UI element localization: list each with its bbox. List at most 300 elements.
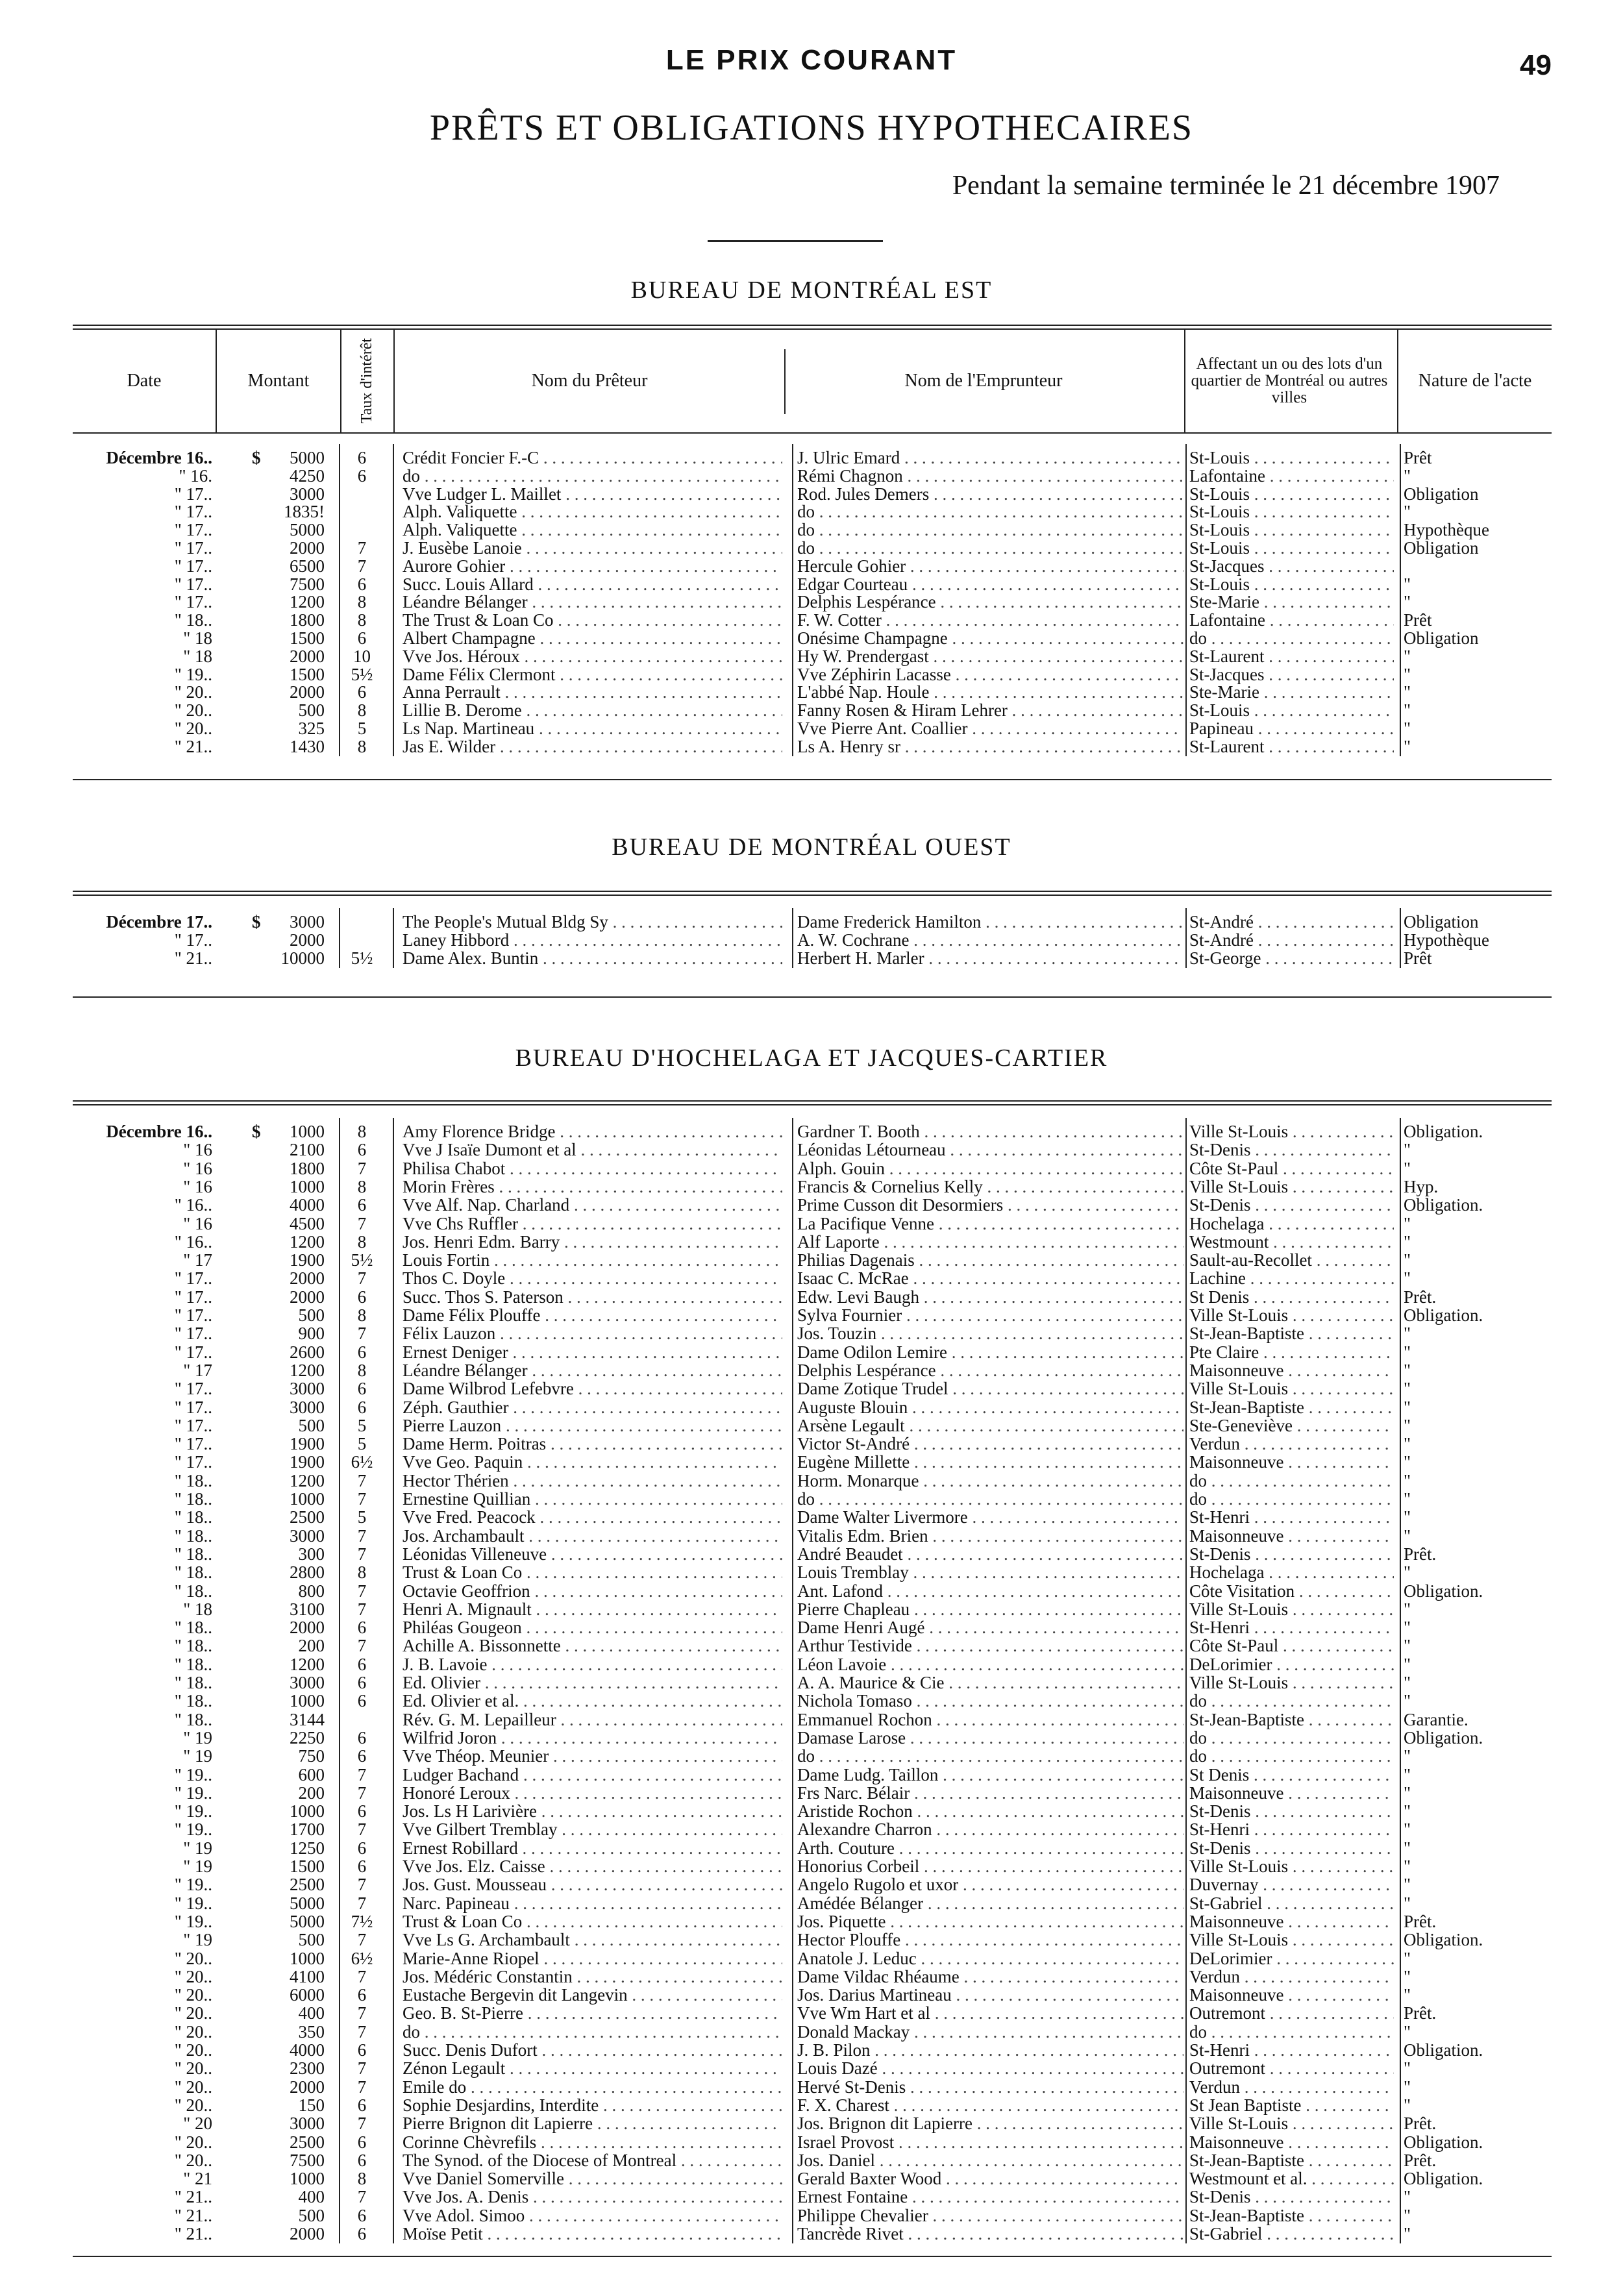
deed-nature-cell: " (1404, 465, 1411, 486)
deed-nature-cell: " (1404, 1562, 1411, 1583)
date-cell: " 18.. (174, 1544, 212, 1564)
lender-name-cell: Henri A. Mignault . . . (403, 1599, 782, 1620)
rate-cell: 7 (357, 1820, 367, 1840)
rate-cell: 8 (357, 1122, 367, 1141)
table-row (0, 1728, 1623, 1746)
amount-cell: 400 (298, 2187, 325, 2207)
section-end-rule (73, 779, 1552, 780)
amount-cell: 3000 (290, 484, 325, 504)
date-cell: " 18.. (174, 1581, 212, 1601)
date-cell: " 17 (183, 1250, 212, 1270)
borrower-name-cell: Prime Cusson dit Desormiers . . . (797, 1195, 1183, 1215)
deed-nature-cell: " (1404, 1140, 1411, 1160)
rate-cell: 7 (357, 1599, 367, 1619)
rate-cell: 6½ (351, 1948, 373, 1968)
deed-nature-cell: Obligation. (1404, 1122, 1483, 1141)
date-cell: " 17.. (174, 1415, 212, 1435)
table-row (0, 1765, 1623, 1783)
table-row (0, 2095, 1623, 2114)
borrower-name-cell: do . . . (797, 502, 1183, 522)
table-row (0, 1305, 1623, 1324)
date-cell: Décembre 16.. (106, 1122, 212, 1141)
borrower-name-cell: A. W. Cochrane . . . (797, 930, 1183, 950)
deed-nature-cell: " (1404, 2224, 1411, 2243)
table-row (0, 1857, 1623, 1875)
amount-cell: 500 (298, 1415, 325, 1435)
section-top-rule (73, 1100, 1552, 1105)
rate-cell: 7 (357, 1470, 367, 1490)
amount-cell: 1500 (290, 628, 325, 648)
amount-cell: 1000 (290, 1489, 325, 1509)
borrower-name-cell: Edgar Courteau . . . (797, 574, 1183, 595)
lender-name-cell: Succ. Thos S. Paterson . . . (403, 1287, 782, 1307)
amount-cell: 500 (298, 1305, 325, 1325)
table-row (0, 484, 1623, 502)
borrower-name-cell: Arsène Legault . . . (797, 1416, 1183, 1436)
table-row (0, 1562, 1623, 1581)
amount-cell: 600 (298, 1764, 325, 1784)
table-row (0, 1783, 1623, 1801)
date-cell: " 18.. (174, 1525, 212, 1546)
amount-cell: 2000 (290, 2224, 325, 2243)
amount-cell: 1800 (290, 1158, 325, 1178)
date-cell: " 17.. (174, 1379, 212, 1399)
location-cell: St-André . . . (1189, 912, 1394, 932)
borrower-name-cell: Hector Plouffe . . . (797, 1930, 1183, 1950)
deed-nature-cell: Obligation. (1404, 1930, 1483, 1950)
location-cell: DeLorimier . . . (1189, 1949, 1394, 1969)
lender-name-cell: Vve Ls G. Archambault . . . (403, 1930, 782, 1950)
amount-cell: 2500 (290, 2132, 325, 2152)
lender-name-cell: Vve Alf. Nap. Charland . . . (403, 1195, 782, 1215)
lender-name-cell: Jos. Henri Edm. Barry . . . (403, 1232, 782, 1252)
rate-cell: 5½ (351, 948, 373, 968)
deed-nature-cell: " (1404, 2077, 1411, 2097)
date-cell: " 20.. (174, 2021, 212, 2042)
table-row (0, 719, 1623, 737)
deed-nature-cell: " (1404, 1966, 1411, 1986)
rate-cell: 7 (357, 556, 367, 576)
borrower-name-cell: Victor St-André . . . (797, 1434, 1183, 1454)
location-cell: St-Jean-Baptiste . . . (1189, 1710, 1394, 1730)
date-cell: " 19 (183, 1727, 212, 1747)
amount-cell: 2600 (290, 1342, 325, 1362)
date-cell: " 20.. (174, 2058, 212, 2079)
borrower-name-cell: J. B. Pilon . . . (797, 2040, 1183, 2060)
borrower-name-cell: Alexandre Charron . . . (797, 1820, 1183, 1840)
location-cell: do . . . (1189, 1728, 1394, 1748)
rate-cell: 6 (357, 1727, 367, 1747)
date-cell: " 19 (183, 1930, 212, 1950)
date-cell: " 17.. (174, 1397, 212, 1417)
borrower-name-cell: Léon Lavoie . . . (797, 1655, 1183, 1675)
lender-name-cell: Marie-Anne Riopel . . . (403, 1949, 782, 1969)
column-rule (393, 1118, 394, 2243)
borrower-name-cell: Delphis Lespérance . . . (797, 1361, 1183, 1381)
date-cell: " 18.. (174, 1618, 212, 1638)
section-end-rule (73, 996, 1552, 998)
deed-nature-cell: Prêt (1404, 448, 1432, 467)
borrower-name-cell: Sylva Fournier . . . (797, 1305, 1183, 1326)
borrower-name-cell: Dame Ludg. Taillon . . . (797, 1765, 1183, 1785)
lender-name-cell: Jos. Gust. Mousseau . . . (403, 1875, 782, 1895)
rate-cell: 7 (357, 2003, 367, 2023)
deed-nature-cell: Obligation. (1404, 2040, 1483, 2060)
amount-cell: 3144 (290, 1709, 325, 1729)
deed-nature-cell: Obligation (1404, 628, 1479, 648)
location-cell: St-Gabriel . . . (1189, 1894, 1394, 1914)
deed-nature-cell: " (1404, 1838, 1411, 1858)
deed-nature-cell: " (1404, 736, 1411, 756)
deed-nature-cell: Prêt. (1404, 2003, 1437, 2023)
col-header-rate (341, 330, 393, 432)
borrower-name-cell: Jos. Darius Martineau . . . (797, 1985, 1183, 2005)
location-cell: Lafontaine . . . (1189, 466, 1394, 486)
lender-name-cell: Alph. Valiquette . . . (403, 502, 782, 522)
lender-name-cell: Félix Lauzon . . . (403, 1324, 782, 1344)
lender-name-cell: Alph. Valiquette . . . (403, 520, 782, 540)
lender-name-cell: Wilfrid Joron . . . (403, 1728, 782, 1748)
rate-cell: 6 (357, 1195, 367, 1215)
lender-name-cell: Ernestine Quillian . . . (403, 1489, 782, 1509)
deed-nature-cell: " (1404, 1452, 1411, 1472)
deed-nature-cell: " (1404, 1801, 1411, 1821)
location-cell: Maisonneuve . . . (1189, 1452, 1394, 1472)
lender-name-cell: Zéph. Gauthier . . . (403, 1398, 782, 1418)
lender-name-cell: Crédit Foncier F.-C . . . (403, 448, 782, 468)
date-cell: " 19.. (174, 1764, 212, 1784)
table-row (0, 1949, 1623, 1967)
column-rule (792, 444, 793, 756)
location-cell: Ville St-Louis . . . (1189, 1930, 1394, 1950)
amount-cell: 1200 (290, 592, 325, 612)
borrower-name-cell: Vitalis Edm. Brien . . . (797, 1526, 1183, 1546)
rate-cell: 6 (357, 2205, 367, 2225)
amount-cell: 5000 (290, 520, 325, 540)
borrower-name-cell: Jos. Touzin . . . (797, 1324, 1183, 1344)
location-cell: Papineau . . . (1189, 719, 1394, 739)
amount-cell: 1200 (290, 1231, 325, 1252)
borrower-name-cell: André Beaudet . . . (797, 1544, 1183, 1564)
table-row (0, 2114, 1623, 2132)
table-row (0, 1544, 1623, 1562)
borrower-name-cell: J. Ulric Emard . . . (797, 448, 1183, 468)
borrower-name-cell: Rod. Jules Demers . . . (797, 484, 1183, 504)
location-cell: St Jean Baptiste . . . (1189, 2095, 1394, 2116)
location-cell: St-Louis . . . (1189, 484, 1394, 504)
header-top-rule (73, 325, 1552, 330)
table-row (0, 538, 1623, 556)
date-cell: " 17.. (174, 556, 212, 576)
table-row (0, 610, 1623, 628)
rate-cell: 10 (353, 646, 371, 666)
location-cell: do . . . (1189, 1691, 1394, 1711)
table-row (0, 502, 1623, 520)
location-cell: Verdun . . . (1189, 1967, 1394, 1987)
lender-name-cell: Ernest Deniger . . . (403, 1342, 782, 1363)
amount-cell: 1250 (290, 1838, 325, 1858)
borrower-name-cell: Frs Narc. Bélair . . . (797, 1783, 1183, 1803)
borrower-name-cell: Ernest Fontaine . . . (797, 2187, 1183, 2207)
col-header-rate-label: Taux d'intérêt (358, 338, 376, 424)
table-row (0, 1361, 1623, 1379)
table-row (0, 737, 1623, 755)
lender-name-cell: Léandre Bélanger . . . (403, 592, 782, 612)
borrower-name-cell: Vve Zéphirin Lacasse . . . (797, 665, 1183, 685)
rate-cell: 7 (357, 1544, 367, 1564)
table-row (0, 1471, 1623, 1489)
location-cell: Maisonneuve . . . (1189, 1912, 1394, 1932)
location-cell: Hochelaga . . . (1189, 1214, 1394, 1234)
rate-cell: 6 (357, 2224, 367, 2243)
amount-cell: 2250 (290, 1727, 325, 1747)
borrower-name-cell: Isaac C. McRae . . . (797, 1268, 1183, 1289)
lender-name-cell: Honoré Leroux . . . (403, 1783, 782, 1803)
location-cell: Maisonneuve . . . (1189, 1783, 1394, 1803)
amount-cell: 1500 (290, 1857, 325, 1876)
date-cell: " 20.. (174, 2095, 212, 2115)
date-cell: " 18.. (174, 1636, 212, 1656)
borrower-name-cell: do . . . (797, 538, 1183, 558)
deed-nature-cell: " (1404, 682, 1411, 702)
amount-cell: 2000 (290, 930, 325, 950)
location-cell: St-Henri . . . (1189, 2040, 1394, 2060)
lender-name-cell: Philéas Gougeon . . . (403, 1618, 782, 1638)
table-row (0, 700, 1623, 719)
rate-cell: 6½ (351, 1452, 373, 1472)
lender-name-cell: The Synod. of the Diocese of Montreal . . . (403, 2151, 782, 2171)
table-row (0, 1434, 1623, 1452)
amount-cell: 4000 (290, 2040, 325, 2060)
amount-cell: 2100 (290, 1140, 325, 1160)
rate-cell: 6 (357, 682, 367, 702)
borrower-name-cell: Anatole J. Leduc . . . (797, 1949, 1183, 1969)
lender-name-cell: Succ. Denis Dufort . . . (403, 2040, 782, 2060)
location-cell: do . . . (1189, 1746, 1394, 1766)
table-row (0, 1930, 1623, 1948)
table-row (0, 1967, 1623, 1985)
borrower-name-cell: Louis Dazé . . . (797, 2058, 1183, 2079)
date-cell: " 18.. (174, 1673, 212, 1692)
date-cell: " 20 (183, 2114, 212, 2134)
deed-nature-cell: " (1404, 2021, 1411, 2042)
table-row (0, 2187, 1623, 2205)
lender-name-cell: Sophie Desjardins, Interdite . . . (403, 2095, 782, 2116)
borrower-name-cell: Honorius Corbeil . . . (797, 1857, 1183, 1877)
borrower-name-cell: Dame Odilon Lemire . . . (797, 1342, 1183, 1363)
borrower-name-cell: Eugène Millette . . . (797, 1452, 1183, 1472)
amount-cell: 350 (298, 2021, 325, 2042)
lender-name-cell: Vve Chs Ruffler . . . (403, 1214, 782, 1234)
table-row (0, 2003, 1623, 2021)
date-cell: " 17.. (174, 1305, 212, 1325)
borrower-name-cell: Onésime Champagne . . . (797, 628, 1183, 648)
borrower-name-cell: Delphis Lespérance . . . (797, 592, 1183, 612)
deed-nature-cell: Hypothèque (1404, 930, 1489, 950)
table-row (0, 1673, 1623, 1691)
rate-cell: 6 (357, 1618, 367, 1638)
location-cell: St-Louis . . . (1189, 520, 1394, 540)
column-rule (339, 444, 340, 756)
col-header-date: Date (127, 371, 162, 391)
deed-nature-cell: Obligation. (1404, 1727, 1483, 1747)
lender-name-cell: Ls Nap. Martineau . . . (403, 719, 782, 739)
borrower-name-cell: Damase Larose . . . (797, 1728, 1183, 1748)
rate-cell: 8 (357, 1305, 367, 1325)
date-cell: " 18.. (174, 1709, 212, 1729)
location-cell: St-Jacques . . . (1189, 665, 1394, 685)
deed-nature-cell: " (1404, 1231, 1411, 1252)
table-row (0, 1416, 1623, 1434)
borrower-name-cell: Auguste Blouin . . . (797, 1398, 1183, 1418)
borrower-name-cell: F. W. Cotter . . . (797, 610, 1183, 630)
table-row (0, 1691, 1623, 1709)
borrower-name-cell: Vve Pierre Ant. Coallier . . . (797, 719, 1183, 739)
amount-cell: 3000 (290, 1525, 325, 1546)
amount-cell: 1000 (290, 1691, 325, 1711)
date-cell: " 20.. (174, 682, 212, 702)
date-cell: " 19.. (174, 1801, 212, 1821)
deed-nature-cell: " (1404, 1893, 1411, 1913)
deed-nature-cell: Garantie. (1404, 1709, 1468, 1729)
lender-name-cell: Jas E. Wilder . . . (403, 737, 782, 757)
date-cell: " 21.. (174, 2187, 212, 2207)
table-row (0, 1324, 1623, 1342)
deed-nature-cell: Obligation. (1404, 2169, 1483, 2189)
table-row (0, 682, 1623, 700)
rate-cell: 5 (357, 719, 367, 738)
table-row (0, 1250, 1623, 1268)
date-cell: " 19.. (174, 1893, 212, 1913)
lender-name-cell: J. B. Lavoie . . . (403, 1655, 782, 1675)
deed-nature-cell: " (1404, 1764, 1411, 1784)
location-cell: Ste-Geneviève . . . (1189, 1416, 1394, 1436)
table-row (0, 2169, 1623, 2187)
column-rule (1400, 1118, 1401, 2243)
location-cell: Ste-Marie . . . (1189, 592, 1394, 612)
location-cell: St-Denis . . . (1189, 1801, 1394, 1821)
table-row (0, 1122, 1623, 1140)
deed-nature-cell: " (1404, 574, 1411, 594)
date-cell: " 17.. (174, 574, 212, 594)
table-row (0, 1838, 1623, 1857)
date-cell: " 19.. (174, 664, 212, 684)
rate-cell: 6 (357, 1379, 367, 1399)
dollar-sign-cell: $ (252, 912, 261, 932)
location-cell: Ste-Marie . . . (1189, 682, 1394, 702)
lender-name-cell: Jos. Archambault . . . (403, 1526, 782, 1546)
deed-nature-cell: " (1404, 502, 1411, 522)
date-cell: " 18.. (174, 1654, 212, 1674)
borrower-name-cell: Arthur Testivide . . . (797, 1636, 1183, 1656)
location-cell: St-Louis . . . (1189, 448, 1394, 468)
amount-cell: 1200 (290, 1470, 325, 1490)
date-cell: " 18.. (174, 610, 212, 630)
date-cell: " 19.. (174, 1875, 212, 1895)
deed-nature-cell: " (1404, 700, 1411, 721)
date-cell: " 20.. (174, 2150, 212, 2170)
rate-cell: 5½ (351, 1250, 373, 1270)
date-cell: " 16.. (174, 1231, 212, 1252)
deed-nature-cell: " (1404, 1599, 1411, 1619)
borrower-name-cell: do . . . (797, 1489, 1183, 1509)
column-rule (339, 908, 340, 968)
amount-cell: 5000 (290, 1893, 325, 1913)
borrower-name-cell: Jos. Piquette . . . (797, 1912, 1183, 1932)
borrower-name-cell: F. X. Charest . . . (797, 2095, 1183, 2116)
column-rule (339, 1118, 340, 2243)
location-cell: Maisonneuve . . . (1189, 1526, 1394, 1546)
rate-cell: 7 (357, 1489, 367, 1509)
rate-cell: 7 (357, 2058, 367, 2079)
deed-nature-cell: " (1404, 2187, 1411, 2207)
rate-cell: 6 (357, 1746, 367, 1766)
lender-name-cell: Pierre Brignon dit Lapierre . . . (403, 2114, 782, 2134)
rate-cell: 6 (357, 2150, 367, 2170)
deed-nature-cell: Obligation (1404, 484, 1479, 504)
rate-cell: 7 (357, 1213, 367, 1233)
amount-cell: 500 (298, 2205, 325, 2225)
lender-name-cell: Ed. Olivier et al. . . . (403, 1691, 782, 1711)
date-cell: " 17.. (174, 484, 212, 504)
lender-name-cell: Laney Hibbord . . . (403, 930, 782, 950)
deed-nature-cell: " (1404, 1525, 1411, 1546)
amount-cell: 1200 (290, 1654, 325, 1674)
date-cell: " 19.. (174, 1783, 212, 1803)
date-cell: " 16. (179, 465, 212, 486)
rate-cell: 7 (357, 1966, 367, 1986)
date-cell: " 17.. (174, 1452, 212, 1472)
table-row (0, 448, 1623, 466)
date-cell: " 17.. (174, 1434, 212, 1454)
lender-name-cell: do . . . (403, 2022, 782, 2042)
amount-cell: 3100 (290, 1599, 325, 1619)
deed-nature-cell: " (1404, 1342, 1411, 1362)
amount-cell: 1900 (290, 1434, 325, 1454)
location-cell: Côte St-Paul . . . (1189, 1159, 1394, 1179)
deed-nature-cell: " (1404, 646, 1411, 666)
rate-cell: 8 (357, 610, 367, 630)
col-header-amount: Montant (247, 371, 310, 391)
amount-cell: 3000 (290, 1397, 325, 1417)
deed-nature-cell: " (1404, 592, 1411, 612)
lender-name-cell: Ernest Robillard . . . (403, 1838, 782, 1858)
lender-name-cell: Lillie B. Derome . . . (403, 700, 782, 721)
borrower-name-cell: Ls A. Henry sr . . . (797, 737, 1183, 757)
col-header-borrower: Nom de l'Emprunteur (904, 371, 1063, 391)
date-cell: " 20.. (174, 1966, 212, 1986)
rate-cell: 7 (357, 1636, 367, 1656)
table-row (0, 1398, 1623, 1416)
rate-cell: 7 (357, 1268, 367, 1289)
location-cell: do . . . (1189, 2022, 1394, 2042)
location-cell: Ville St-Louis . . . (1189, 1177, 1394, 1197)
lender-name-cell: Dame Alex. Buntin . . . (403, 948, 782, 969)
section-title-hochelaga: BUREAU D'HOCHELAGA ET JACQUES-CARTIER (515, 1044, 1108, 1072)
lender-name-cell: Philisa Chabot . . . (403, 1159, 782, 1179)
title-divider (708, 240, 883, 242)
deed-nature-cell: " (1404, 1618, 1411, 1638)
deed-nature-cell: Obligation. (1404, 1305, 1483, 1325)
lender-name-cell: Jos. Ls H Larivière . . . (403, 1801, 782, 1821)
amount-cell: 3000 (290, 2114, 325, 2134)
rate-cell: 7 (357, 538, 367, 558)
location-cell: Maisonneuve . . . (1189, 1361, 1394, 1381)
lender-name-cell: Vve Jos. A. Denis . . . (403, 2187, 782, 2207)
date-cell: " 16 (183, 1140, 212, 1160)
lender-name-cell: Succ. Louis Allard . . . (403, 574, 782, 595)
lender-name-cell: J. Eusèbe Lanoie . . . (403, 538, 782, 558)
